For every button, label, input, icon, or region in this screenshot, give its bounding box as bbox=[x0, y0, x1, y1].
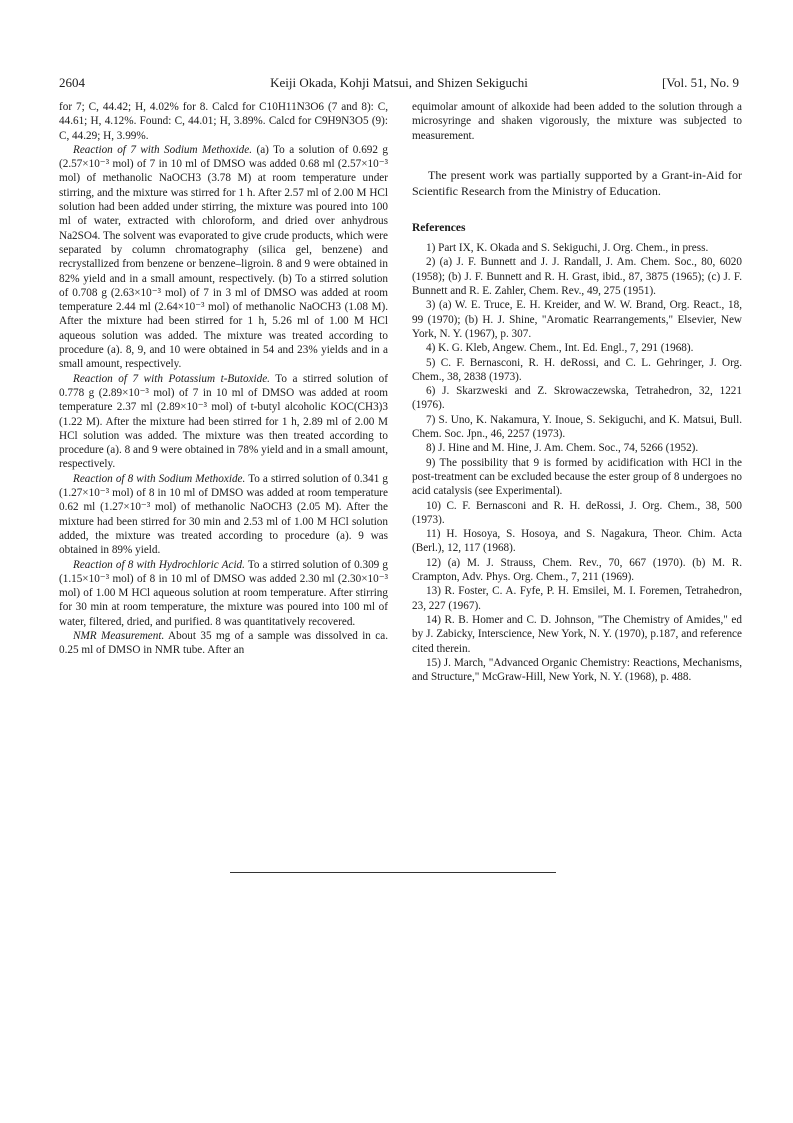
reference-item: 13) R. Foster, C. A. Fyfe, P. H. Emsilei, M. I. Foremen, Tetrahedron, 23, 227 (1967). bbox=[412, 585, 742, 612]
acknowledgement: The present work was partially supported by a Grant-in-Aid for Scientific Research from the Ministry of Education. bbox=[412, 167, 742, 198]
paragraph-reaction-8-hcl bbox=[59, 558, 388, 629]
paragraph-reaction-7-naome bbox=[59, 143, 388, 372]
section-heading: Reaction of 7 with Sodium Methoxide. bbox=[73, 143, 253, 156]
references-heading: References bbox=[412, 221, 466, 234]
volume-info: [Vol. 51, No. 9 bbox=[661, 75, 739, 90]
page-number: 2604 bbox=[59, 75, 85, 90]
reference-item: 14) R. B. Homer and C. D. Johnson, "The Chemistry of Amides," ed by J. Zabicky, Interscience, New York, N. Y. (1970), p.187, and reference cited therein. bbox=[412, 613, 742, 655]
paragraph-reaction-7-kotbu bbox=[59, 372, 388, 472]
analysis-paragraph: for 7; C, 44.42; H, 4.02% for 8. Calcd for C10H11N3O6 (7 and 8): C, 44.61; H, 4.12%. Found: C, 44.01; H, 3.89%. Calcd for C9H9N3O5 (9): C, 44.29; H, 3.99%. bbox=[59, 101, 388, 142]
right-column bbox=[412, 100, 742, 684]
reference-item: 8) J. Hine and M. Hine, J. Am. Chem. Soc., 74, 5266 (1952). bbox=[426, 442, 699, 455]
nmr-continuation: equimolar amount of alkoxide had been added to the solution through a microsyringe and shaken vigorously, the mixture was subjected to measurement. bbox=[412, 101, 742, 142]
reference-item: 9) The possibility that 9 is formed by acidification with HCl in the post-treatment can be excluded because the ester group of 8 undergoes no acid catalysis (see Experimental). bbox=[412, 456, 743, 498]
paragraph-nmr bbox=[59, 629, 388, 658]
paragraph-text: About 35 mg of a sample was dissolved in ca. 0.25 ml of DMSO in NMR tube. After an bbox=[59, 629, 389, 657]
paragraph-text: To a stirred solution of 0.778 g (2.89×10⁻³ mol) of 7 in 10 ml of DMSO was added at room temperature 2.37 ml (2.89×10⁻³ mol) of t-butyl alcoholic KOC(CH3)3 (1.22 M). After the mixture had been stirred for 1 h, 2.89 ml of 2.00 M HCl solution was added. The mixture was then treated according to procedure (a). 8 and 9 were obtained in 78% yield and in a small amount, respectively. bbox=[59, 372, 388, 471]
reference-item: 15) J. March, "Advanced Organic Chemistry: Reactions, Mechanisms, and Structure," McGraw-Hill, New York, N. Y. (1968), p. 488. bbox=[412, 656, 742, 684]
running-authors: Keiji Okada, Kohji Matsui, and Shizen Sekiguchi bbox=[270, 75, 528, 90]
section-heading: Reaction of 8 with Hydrochloric Acid. bbox=[73, 558, 245, 571]
reference-item: 6) J. Skarzweski and Z. Skrowaczewska, Tetrahedron, 32, 1221 (1976). bbox=[412, 385, 742, 412]
paragraph-text: (a) To a solution of 0.692 g (2.57×10⁻³ mol) of 7 in 10 ml of DMSO was added 0.68 ml (2.57×10⁻³ mol) of methanolic NaOCH3 (3.78 M) at room temperature under stirring, and the mixture was stirred for 1 h. After 2.57 ml of 2.00 M HCl solution had been added under stirring, the mixture was poured into 100 ml of water, extracted with chloroform, and dried over anhydrous Na2SO4. The solvent was evaporated to give crude products, which were separated by column chromatography (silica gel, benzene) and recrystallized from benzene or benzene–ligroin. 8 and 9 were obtained in 82% yield and in a small amount, respectively. (b) To a stirred solution of 0.708 g (2.63×10⁻³ mol) of 7 in 3 ml of DMSO was added at room temperature 2.44 ml (2.64×10⁻³ mol) of methanolic NaOCH3 (1.08 M). After the mixture had been stirred for 1 h, 5.26 ml of 1.00 M HCl aqueous solution was added. The mixture was treated according to procedure (a). 8, 9, and 10 were obtained in 54 and 23% yields and in a small amount, respectively. bbox=[59, 143, 389, 371]
section-heading: Reaction of 7 with Potassium t-Butoxide. bbox=[73, 372, 270, 385]
reference-item: 12) (a) M. J. Strauss, Chem. Rev., 70, 667 (1970). (b) M. R. Crampton, Adv. Phys. Org. Chem., 7, 211 (1969). bbox=[412, 556, 742, 584]
reference-item: 3) (a) W. E. Truce, E. H. Kreider, and W. W. Brand, Org. React., 18, 99 (1970); (b) H. J. Shine, "Aromatic Rearrangements," Elsevier, New York, N. Y. (1967), p. 307. bbox=[412, 299, 742, 340]
section-heading: NMR Measurement. bbox=[73, 629, 165, 642]
reference-item: 11) H. Hosoya, S. Hosoya, and S. Nagakura, Theor. Chim. Acta (Berl.), 12, 117 (1968). bbox=[412, 528, 742, 555]
reference-item: 2) (a) J. F. Bunnett and J. J. Randall, J. Am. Chem. Soc., 80, 6020 (1958); (b) J. F. Bunnett and R. H. Grast, ibid., 87, 3875 (1965); (c) J. F. Bunnett and R. E. Zahler, Chem. Rev., 49, 275 (1951). bbox=[412, 256, 742, 298]
paragraph-text: To a stirred solution of 0.341 g (1.27×10⁻³ mol) of 8 in 10 ml of DMSO was added at room temperature 0.62 ml (1.27×10⁻³ mol) of methanolic NaOCH3 (2.05 M). After the mixture had been stirred for 30 min and 2.53 ml of 1.00 M HCl solution added, the mixture was treated according to procedure (a). 9 was obtained in 89% yield. bbox=[59, 472, 388, 557]
paragraph-text: To a stirred solution of 0.309 g (1.15×10⁻³ mol) of 8 in 10 ml of DMSO was added 2.30 ml (2.30×10⁻³ mol) of 1.00 M HCl aqueous solution at room temperature. After stirring for 30 min at room temperature, the mixture was poured into 100 ml of water, filtered, dried, and purified. 8 was quantitatively recovered. bbox=[59, 558, 388, 628]
references-list bbox=[412, 241, 742, 684]
page-header bbox=[59, 73, 739, 93]
reference-item: 7) S. Uno, K. Nakamura, Y. Inoue, S. Sekiguchi, and K. Matsui, Bull. Chem. Soc. Jpn., 46, 2257 (1973). bbox=[412, 413, 742, 441]
reference-item: 5) C. F. Bernasconi, R. H. deRossi, and C. L. Gehringer, J. Org. Chem., 38, 2838 (1973). bbox=[412, 356, 742, 383]
end-rule bbox=[230, 872, 556, 873]
reference-item: 1) Part IX, K. Okada and S. Sekiguchi, J. Org. Chem., in press. bbox=[426, 242, 709, 255]
paragraph-reaction-8-naome bbox=[59, 472, 388, 558]
left-column bbox=[59, 100, 388, 658]
section-heading: Reaction of 8 with Sodium Methoxide. bbox=[73, 472, 246, 485]
reference-item: 4) K. G. Kleb, Angew. Chem., Int. Ed. Engl., 7, 291 (1968). bbox=[426, 342, 694, 355]
reference-item: 10) C. F. Bernasconi and R. H. deRossi, J. Org. Chem., 38, 500 (1973). bbox=[412, 499, 742, 526]
